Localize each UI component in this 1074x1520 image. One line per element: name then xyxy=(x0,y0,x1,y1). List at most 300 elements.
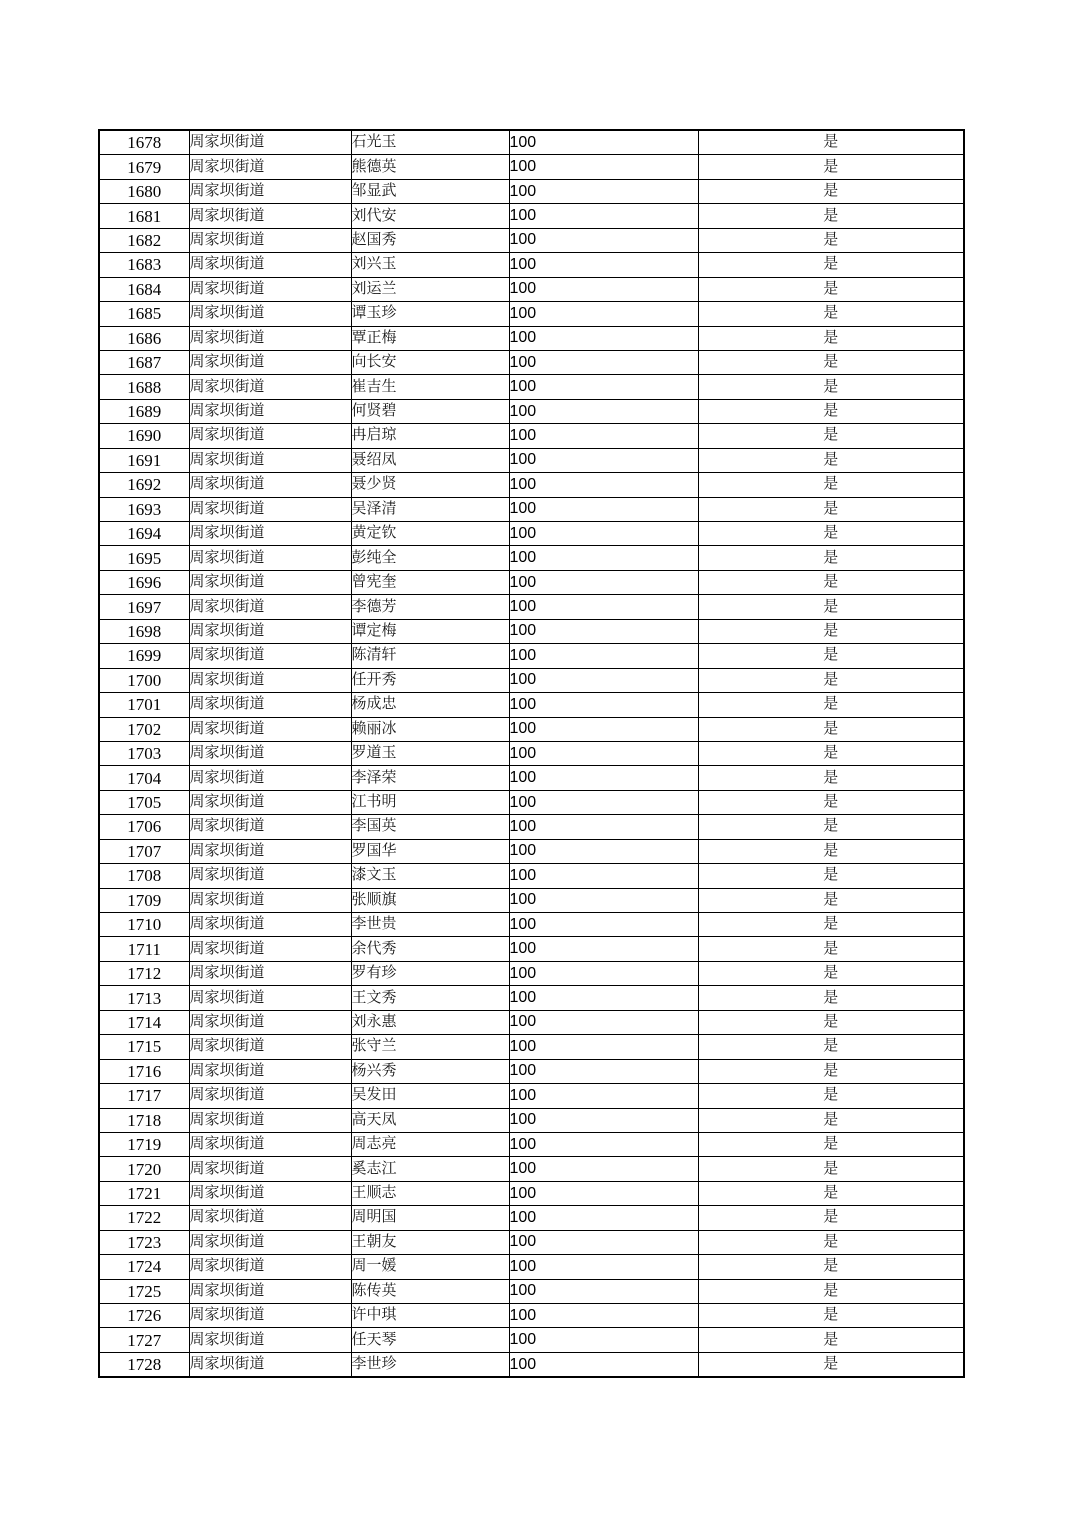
table-row xyxy=(99,473,964,497)
cell-person-name: 赵国秀 xyxy=(351,228,509,252)
cell-person-name: 罗道玉 xyxy=(351,741,509,765)
cell-score: 100 xyxy=(509,619,698,643)
cell-person-name: 奚志江 xyxy=(351,1157,509,1181)
cell-serial-number: 1728 xyxy=(99,1352,189,1377)
cell-serial-number: 1705 xyxy=(99,790,189,814)
cell-serial-number: 1686 xyxy=(99,326,189,350)
cell-person-name: 余代秀 xyxy=(351,937,509,961)
cell-person-name: 罗有珍 xyxy=(351,961,509,985)
cell-yes-flag: 是 xyxy=(698,228,964,252)
roster-table xyxy=(98,129,965,1378)
table-row xyxy=(99,717,964,741)
cell-yes-flag: 是 xyxy=(698,399,964,423)
cell-person-name: 聂绍凤 xyxy=(351,448,509,472)
table-row xyxy=(99,1181,964,1205)
cell-street-name: 周家坝街道 xyxy=(189,399,351,423)
cell-person-name: 邹显武 xyxy=(351,179,509,203)
cell-serial-number: 1710 xyxy=(99,913,189,937)
cell-person-name: 刘代安 xyxy=(351,204,509,228)
cell-person-name: 崔吉生 xyxy=(351,375,509,399)
cell-yes-flag: 是 xyxy=(698,1304,964,1328)
cell-serial-number: 1717 xyxy=(99,1084,189,1108)
cell-person-name: 张守兰 xyxy=(351,1035,509,1059)
cell-yes-flag: 是 xyxy=(698,522,964,546)
cell-person-name: 陈传英 xyxy=(351,1279,509,1303)
cell-score: 100 xyxy=(509,1035,698,1059)
table-row xyxy=(99,1132,964,1156)
cell-street-name: 周家坝街道 xyxy=(189,130,351,155)
cell-yes-flag: 是 xyxy=(698,888,964,912)
cell-street-name: 周家坝街道 xyxy=(189,1206,351,1230)
cell-serial-number: 1716 xyxy=(99,1059,189,1083)
cell-score: 100 xyxy=(509,326,698,350)
cell-street-name: 周家坝街道 xyxy=(189,668,351,692)
cell-street-name: 周家坝街道 xyxy=(189,815,351,839)
cell-serial-number: 1700 xyxy=(99,668,189,692)
cell-score: 100 xyxy=(509,1132,698,1156)
cell-yes-flag: 是 xyxy=(698,253,964,277)
table-row xyxy=(99,302,964,326)
cell-serial-number: 1706 xyxy=(99,815,189,839)
cell-score: 100 xyxy=(509,155,698,179)
cell-score: 100 xyxy=(509,1279,698,1303)
cell-yes-flag: 是 xyxy=(698,717,964,741)
table-row xyxy=(99,1108,964,1132)
cell-yes-flag: 是 xyxy=(698,1255,964,1279)
table-row xyxy=(99,913,964,937)
cell-street-name: 周家坝街道 xyxy=(189,961,351,985)
table-row xyxy=(99,741,964,765)
cell-score: 100 xyxy=(509,864,698,888)
cell-street-name: 周家坝街道 xyxy=(189,1010,351,1034)
cell-street-name: 周家坝街道 xyxy=(189,277,351,301)
cell-score: 100 xyxy=(509,1108,698,1132)
cell-score: 100 xyxy=(509,668,698,692)
cell-person-name: 聂少贤 xyxy=(351,473,509,497)
cell-yes-flag: 是 xyxy=(698,839,964,863)
cell-person-name: 冉启琼 xyxy=(351,424,509,448)
cell-street-name: 周家坝街道 xyxy=(189,693,351,717)
cell-yes-flag: 是 xyxy=(698,1108,964,1132)
cell-score: 100 xyxy=(509,1255,698,1279)
table-row xyxy=(99,888,964,912)
cell-street-name: 周家坝街道 xyxy=(189,839,351,863)
table-row xyxy=(99,1157,964,1181)
cell-serial-number: 1687 xyxy=(99,350,189,374)
cell-street-name: 周家坝街道 xyxy=(189,766,351,790)
cell-serial-number: 1708 xyxy=(99,864,189,888)
cell-yes-flag: 是 xyxy=(698,986,964,1010)
cell-street-name: 周家坝街道 xyxy=(189,644,351,668)
cell-yes-flag: 是 xyxy=(698,497,964,521)
cell-score: 100 xyxy=(509,179,698,203)
cell-person-name: 江书明 xyxy=(351,790,509,814)
table-row xyxy=(99,644,964,668)
cell-serial-number: 1685 xyxy=(99,302,189,326)
table-row xyxy=(99,1304,964,1328)
table-row xyxy=(99,570,964,594)
cell-person-name: 任开秀 xyxy=(351,668,509,692)
cell-serial-number: 1709 xyxy=(99,888,189,912)
cell-person-name: 谭玉珍 xyxy=(351,302,509,326)
cell-yes-flag: 是 xyxy=(698,1010,964,1034)
cell-yes-flag: 是 xyxy=(698,1230,964,1254)
cell-yes-flag: 是 xyxy=(698,350,964,374)
cell-street-name: 周家坝街道 xyxy=(189,570,351,594)
cell-yes-flag: 是 xyxy=(698,1157,964,1181)
cell-street-name: 周家坝街道 xyxy=(189,913,351,937)
cell-yes-flag: 是 xyxy=(698,302,964,326)
cell-street-name: 周家坝街道 xyxy=(189,424,351,448)
table-row xyxy=(99,595,964,619)
cell-yes-flag: 是 xyxy=(698,1279,964,1303)
cell-street-name: 周家坝街道 xyxy=(189,473,351,497)
cell-score: 100 xyxy=(509,473,698,497)
cell-yes-flag: 是 xyxy=(698,1206,964,1230)
table-row xyxy=(99,1059,964,1083)
cell-person-name: 陈清轩 xyxy=(351,644,509,668)
cell-person-name: 刘兴玉 xyxy=(351,253,509,277)
table-row xyxy=(99,668,964,692)
cell-yes-flag: 是 xyxy=(698,546,964,570)
cell-yes-flag: 是 xyxy=(698,668,964,692)
table-row xyxy=(99,179,964,203)
cell-serial-number: 1690 xyxy=(99,424,189,448)
cell-yes-flag: 是 xyxy=(698,815,964,839)
table-row xyxy=(99,448,964,472)
cell-person-name: 王文秀 xyxy=(351,986,509,1010)
cell-score: 100 xyxy=(509,1304,698,1328)
cell-person-name: 李泽荣 xyxy=(351,766,509,790)
cell-serial-number: 1679 xyxy=(99,155,189,179)
cell-yes-flag: 是 xyxy=(698,130,964,155)
cell-yes-flag: 是 xyxy=(698,864,964,888)
cell-score: 100 xyxy=(509,839,698,863)
cell-serial-number: 1699 xyxy=(99,644,189,668)
cell-serial-number: 1695 xyxy=(99,546,189,570)
table-row xyxy=(99,790,964,814)
cell-serial-number: 1678 xyxy=(99,130,189,155)
cell-serial-number: 1714 xyxy=(99,1010,189,1034)
cell-street-name: 周家坝街道 xyxy=(189,1181,351,1205)
table-row xyxy=(99,693,964,717)
cell-street-name: 周家坝街道 xyxy=(189,155,351,179)
cell-street-name: 周家坝街道 xyxy=(189,497,351,521)
cell-person-name: 曾宪奎 xyxy=(351,570,509,594)
table-row xyxy=(99,204,964,228)
cell-street-name: 周家坝街道 xyxy=(189,546,351,570)
cell-score: 100 xyxy=(509,1157,698,1181)
table-row xyxy=(99,961,964,985)
cell-serial-number: 1704 xyxy=(99,766,189,790)
cell-yes-flag: 是 xyxy=(698,693,964,717)
cell-score: 100 xyxy=(509,570,698,594)
cell-score: 100 xyxy=(509,1230,698,1254)
cell-score: 100 xyxy=(509,815,698,839)
cell-person-name: 李德芳 xyxy=(351,595,509,619)
cell-serial-number: 1703 xyxy=(99,741,189,765)
table-row xyxy=(99,228,964,252)
cell-street-name: 周家坝街道 xyxy=(189,228,351,252)
cell-person-name: 黄定钦 xyxy=(351,522,509,546)
cell-yes-flag: 是 xyxy=(698,1059,964,1083)
cell-score: 100 xyxy=(509,766,698,790)
cell-person-name: 许中琪 xyxy=(351,1304,509,1328)
cell-person-name: 覃正梅 xyxy=(351,326,509,350)
cell-serial-number: 1720 xyxy=(99,1157,189,1181)
table-row xyxy=(99,424,964,448)
cell-person-name: 谭定梅 xyxy=(351,619,509,643)
cell-score: 100 xyxy=(509,937,698,961)
cell-person-name: 刘永惠 xyxy=(351,1010,509,1034)
cell-street-name: 周家坝街道 xyxy=(189,1255,351,1279)
cell-serial-number: 1707 xyxy=(99,839,189,863)
cell-street-name: 周家坝街道 xyxy=(189,204,351,228)
cell-serial-number: 1721 xyxy=(99,1181,189,1205)
cell-street-name: 周家坝街道 xyxy=(189,1132,351,1156)
cell-score: 100 xyxy=(509,986,698,1010)
cell-street-name: 周家坝街道 xyxy=(189,1035,351,1059)
cell-score: 100 xyxy=(509,790,698,814)
cell-yes-flag: 是 xyxy=(698,595,964,619)
table-row xyxy=(99,326,964,350)
cell-serial-number: 1702 xyxy=(99,717,189,741)
cell-person-name: 张顺旗 xyxy=(351,888,509,912)
table-row xyxy=(99,1035,964,1059)
cell-score: 100 xyxy=(509,302,698,326)
cell-score: 100 xyxy=(509,693,698,717)
cell-person-name: 杨成忠 xyxy=(351,693,509,717)
cell-serial-number: 1725 xyxy=(99,1279,189,1303)
cell-serial-number: 1680 xyxy=(99,179,189,203)
cell-street-name: 周家坝街道 xyxy=(189,888,351,912)
cell-score: 100 xyxy=(509,350,698,374)
table-row xyxy=(99,1230,964,1254)
table-row xyxy=(99,1328,964,1352)
cell-person-name: 向长安 xyxy=(351,350,509,374)
table-row xyxy=(99,619,964,643)
cell-serial-number: 1701 xyxy=(99,693,189,717)
cell-serial-number: 1693 xyxy=(99,497,189,521)
table-row xyxy=(99,1084,964,1108)
cell-street-name: 周家坝街道 xyxy=(189,302,351,326)
cell-serial-number: 1696 xyxy=(99,570,189,594)
cell-serial-number: 1727 xyxy=(99,1328,189,1352)
cell-score: 100 xyxy=(509,522,698,546)
cell-score: 100 xyxy=(509,888,698,912)
cell-yes-flag: 是 xyxy=(698,1328,964,1352)
cell-serial-number: 1718 xyxy=(99,1108,189,1132)
table-row xyxy=(99,1279,964,1303)
cell-yes-flag: 是 xyxy=(698,277,964,301)
cell-score: 100 xyxy=(509,130,698,155)
cell-score: 100 xyxy=(509,1059,698,1083)
table-row xyxy=(99,1255,964,1279)
cell-serial-number: 1697 xyxy=(99,595,189,619)
cell-serial-number: 1713 xyxy=(99,986,189,1010)
cell-score: 100 xyxy=(509,399,698,423)
table-row xyxy=(99,839,964,863)
cell-yes-flag: 是 xyxy=(698,1132,964,1156)
cell-score: 100 xyxy=(509,961,698,985)
cell-yes-flag: 是 xyxy=(698,741,964,765)
cell-serial-number: 1726 xyxy=(99,1304,189,1328)
cell-serial-number: 1689 xyxy=(99,399,189,423)
cell-serial-number: 1684 xyxy=(99,277,189,301)
cell-street-name: 周家坝街道 xyxy=(189,1059,351,1083)
cell-serial-number: 1711 xyxy=(99,937,189,961)
cell-person-name: 何贤碧 xyxy=(351,399,509,423)
cell-street-name: 周家坝街道 xyxy=(189,375,351,399)
cell-score: 100 xyxy=(509,277,698,301)
cell-street-name: 周家坝街道 xyxy=(189,937,351,961)
table-row xyxy=(99,986,964,1010)
cell-serial-number: 1691 xyxy=(99,448,189,472)
cell-score: 100 xyxy=(509,1181,698,1205)
table-row xyxy=(99,130,964,155)
table-row xyxy=(99,1352,964,1377)
cell-person-name: 杨兴秀 xyxy=(351,1059,509,1083)
cell-person-name: 李国英 xyxy=(351,815,509,839)
cell-street-name: 周家坝街道 xyxy=(189,790,351,814)
cell-yes-flag: 是 xyxy=(698,1352,964,1377)
cell-street-name: 周家坝街道 xyxy=(189,1108,351,1132)
cell-yes-flag: 是 xyxy=(698,644,964,668)
cell-serial-number: 1692 xyxy=(99,473,189,497)
cell-score: 100 xyxy=(509,228,698,252)
cell-street-name: 周家坝街道 xyxy=(189,1352,351,1377)
cell-person-name: 王朝友 xyxy=(351,1230,509,1254)
cell-yes-flag: 是 xyxy=(698,619,964,643)
cell-score: 100 xyxy=(509,717,698,741)
cell-street-name: 周家坝街道 xyxy=(189,619,351,643)
cell-yes-flag: 是 xyxy=(698,1181,964,1205)
cell-serial-number: 1694 xyxy=(99,522,189,546)
cell-person-name: 石光玉 xyxy=(351,130,509,155)
table-row xyxy=(99,375,964,399)
cell-person-name: 任天琴 xyxy=(351,1328,509,1352)
cell-score: 100 xyxy=(509,913,698,937)
cell-score: 100 xyxy=(509,497,698,521)
cell-score: 100 xyxy=(509,644,698,668)
cell-person-name: 王顺志 xyxy=(351,1181,509,1205)
cell-yes-flag: 是 xyxy=(698,937,964,961)
cell-yes-flag: 是 xyxy=(698,155,964,179)
cell-person-name: 周明国 xyxy=(351,1206,509,1230)
cell-street-name: 周家坝街道 xyxy=(189,448,351,472)
cell-street-name: 周家坝街道 xyxy=(189,179,351,203)
cell-person-name: 赖丽冰 xyxy=(351,717,509,741)
cell-street-name: 周家坝街道 xyxy=(189,522,351,546)
table-row xyxy=(99,497,964,521)
cell-score: 100 xyxy=(509,1010,698,1034)
cell-street-name: 周家坝街道 xyxy=(189,864,351,888)
cell-serial-number: 1715 xyxy=(99,1035,189,1059)
cell-street-name: 周家坝街道 xyxy=(189,326,351,350)
cell-serial-number: 1719 xyxy=(99,1132,189,1156)
cell-person-name: 吴发田 xyxy=(351,1084,509,1108)
cell-score: 100 xyxy=(509,741,698,765)
table-row xyxy=(99,864,964,888)
cell-serial-number: 1688 xyxy=(99,375,189,399)
cell-street-name: 周家坝街道 xyxy=(189,1328,351,1352)
cell-score: 100 xyxy=(509,1328,698,1352)
cell-score: 100 xyxy=(509,424,698,448)
cell-street-name: 周家坝街道 xyxy=(189,1157,351,1181)
cell-yes-flag: 是 xyxy=(698,375,964,399)
table-row xyxy=(99,522,964,546)
cell-serial-number: 1724 xyxy=(99,1255,189,1279)
cell-street-name: 周家坝街道 xyxy=(189,1084,351,1108)
cell-yes-flag: 是 xyxy=(698,1035,964,1059)
cell-yes-flag: 是 xyxy=(698,913,964,937)
cell-yes-flag: 是 xyxy=(698,326,964,350)
cell-yes-flag: 是 xyxy=(698,766,964,790)
cell-score: 100 xyxy=(509,1084,698,1108)
table-row xyxy=(99,155,964,179)
table-row xyxy=(99,815,964,839)
cell-person-name: 李世贵 xyxy=(351,913,509,937)
cell-person-name: 周志亮 xyxy=(351,1132,509,1156)
cell-street-name: 周家坝街道 xyxy=(189,741,351,765)
cell-street-name: 周家坝街道 xyxy=(189,253,351,277)
cell-yes-flag: 是 xyxy=(698,424,964,448)
cell-person-name: 高天凤 xyxy=(351,1108,509,1132)
table-row xyxy=(99,277,964,301)
table-row xyxy=(99,350,964,374)
cell-street-name: 周家坝街道 xyxy=(189,986,351,1010)
cell-street-name: 周家坝街道 xyxy=(189,595,351,619)
cell-person-name: 熊德英 xyxy=(351,155,509,179)
cell-street-name: 周家坝街道 xyxy=(189,1230,351,1254)
cell-yes-flag: 是 xyxy=(698,179,964,203)
cell-serial-number: 1682 xyxy=(99,228,189,252)
cell-score: 100 xyxy=(509,253,698,277)
cell-person-name: 罗国华 xyxy=(351,839,509,863)
table-row xyxy=(99,253,964,277)
table-row xyxy=(99,546,964,570)
cell-yes-flag: 是 xyxy=(698,961,964,985)
cell-score: 100 xyxy=(509,204,698,228)
cell-serial-number: 1723 xyxy=(99,1230,189,1254)
cell-street-name: 周家坝街道 xyxy=(189,1279,351,1303)
cell-yes-flag: 是 xyxy=(698,473,964,497)
cell-serial-number: 1681 xyxy=(99,204,189,228)
table-row xyxy=(99,1206,964,1230)
cell-serial-number: 1698 xyxy=(99,619,189,643)
cell-yes-flag: 是 xyxy=(698,204,964,228)
cell-serial-number: 1712 xyxy=(99,961,189,985)
cell-person-name: 吴泽清 xyxy=(351,497,509,521)
cell-yes-flag: 是 xyxy=(698,448,964,472)
table-row xyxy=(99,399,964,423)
cell-person-name: 周一媛 xyxy=(351,1255,509,1279)
cell-serial-number: 1683 xyxy=(99,253,189,277)
cell-score: 100 xyxy=(509,375,698,399)
cell-score: 100 xyxy=(509,1206,698,1230)
table-row xyxy=(99,937,964,961)
cell-score: 100 xyxy=(509,1352,698,1377)
cell-score: 100 xyxy=(509,448,698,472)
cell-yes-flag: 是 xyxy=(698,570,964,594)
cell-score: 100 xyxy=(509,546,698,570)
table-row xyxy=(99,766,964,790)
cell-street-name: 周家坝街道 xyxy=(189,717,351,741)
cell-serial-number: 1722 xyxy=(99,1206,189,1230)
table-row xyxy=(99,1010,964,1034)
cell-score: 100 xyxy=(509,595,698,619)
cell-yes-flag: 是 xyxy=(698,790,964,814)
